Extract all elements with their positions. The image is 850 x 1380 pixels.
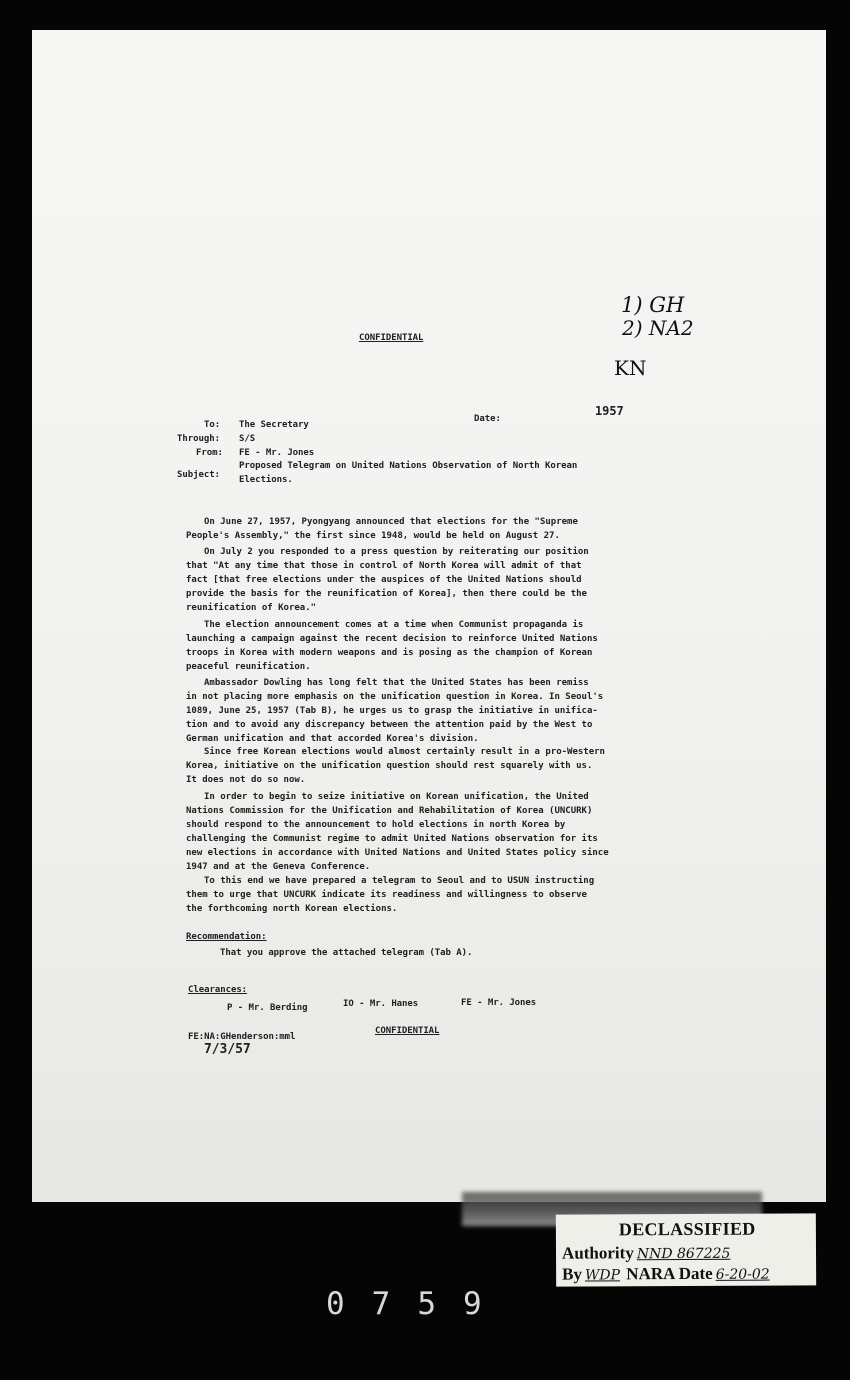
clearance-fe: FE - Mr. Jones bbox=[461, 998, 537, 1008]
to-value: The Secretary bbox=[239, 420, 309, 430]
clearance-io: IO - Mr. Hanes bbox=[343, 999, 419, 1009]
date-label: Date: bbox=[474, 414, 501, 424]
recommendation-label: Recommendation: bbox=[186, 932, 267, 942]
handwritten-kn: KN bbox=[614, 356, 647, 380]
footer-classification: CONFIDENTIAL bbox=[375, 1026, 440, 1036]
paragraph-5: Since free Korean elections would almost certainly result in a pro-Western Korea, initiative on the unification question should rest squarely with us. It does not do so now. bbox=[186, 747, 605, 785]
stamp-by-row bbox=[562, 1264, 770, 1285]
declassified-title: DECLASSIFIED bbox=[618, 1218, 756, 1240]
paragraph-7: To this end we have prepared a telegram to Seoul and to USUN instructing them to urge that UNCURK indicate its readiness and willingness to observe the forthcoming north Korean elections. bbox=[186, 876, 595, 914]
through-label: Through: bbox=[177, 434, 220, 444]
paragraph-3: The election announcement comes at a time when Communist propaganda is launching a campaign against the recent decision to reinforce United Nations troops in Korea with modern weapons and is posing as the champion of Korean peaceful reunification. bbox=[186, 620, 598, 672]
through-value: S/S bbox=[239, 434, 256, 444]
authority-label: Authority bbox=[561, 1243, 634, 1263]
authority-value: NND 867225 bbox=[636, 1245, 731, 1263]
by-value: WDP bbox=[584, 1267, 621, 1284]
paragraph-2: On July 2 you responded to a press question by reiterating our position that "At any time that those in control of North Korea will admit of that fact [that free elections under the auspices of the United Nations should provide the basis for the reunification of Korea], then there could be the reunification of Korea." bbox=[186, 547, 589, 613]
date-value: 1957 bbox=[595, 404, 624, 418]
declassified-stamp bbox=[556, 1213, 816, 1286]
stamp-authority-row bbox=[562, 1243, 731, 1264]
handwritten-routing-2: 2) NA2 bbox=[622, 316, 694, 340]
by-label: By bbox=[562, 1264, 583, 1284]
handwritten-routing-1: 1) GH bbox=[621, 293, 685, 317]
classification-heading: CONFIDENTIAL bbox=[359, 333, 424, 343]
film-frame-number: 0759 bbox=[326, 1286, 509, 1322]
from-value: FE - Mr. Jones bbox=[239, 448, 315, 458]
recommendation-text: That you approve the attached telegram (Tab A). bbox=[220, 948, 473, 958]
draft-date: 7/3/57 bbox=[204, 1042, 251, 1057]
paragraph-6: In order to begin to seize initiative on Korean unification, the United Nations Commission for the Unification and Rehabilitation of Korea (UNCURK) should respond to the announcement to hold elections in north Korea by challenging the Communist regime to admit United Nations observation for its new elections in accordance with United Nations and United States policy since 1947 and at the Geneva Conference. bbox=[186, 792, 609, 872]
nara-date-label: NARA Date bbox=[626, 1263, 713, 1284]
paragraph-1: On June 27, 1957, Pyongyang announced that elections for the "Supreme People's Assembly," the first since 1948, would be held on August 27. bbox=[186, 517, 578, 541]
clearances-label: Clearances: bbox=[188, 985, 248, 995]
subject-line-2: Elections. bbox=[239, 475, 293, 485]
clearance-p: P - Mr. Berding bbox=[227, 1003, 308, 1013]
paragraph-4: Ambassador Dowling has long felt that the United States has been remiss in not placing more emphasis on the unification question in Korea. In Seoul's 1089, June 25, 1957 (Tab B), he urges us to grasp the initiative in unifica- tion and to avoid any discrepancy between the attention paid by the West to German unification and that accorded Korea's division. bbox=[186, 678, 604, 744]
drafter-initials: FE:NA:GHenderson:mml bbox=[188, 1032, 296, 1042]
nara-date-value: 6-20-02 bbox=[715, 1266, 770, 1283]
subject-label: Subject: bbox=[177, 470, 220, 480]
to-label: To: bbox=[204, 420, 221, 430]
from-label: From: bbox=[196, 448, 223, 458]
subject-line-1: Proposed Telegram on United Nations Observation of North Korean bbox=[239, 461, 578, 471]
